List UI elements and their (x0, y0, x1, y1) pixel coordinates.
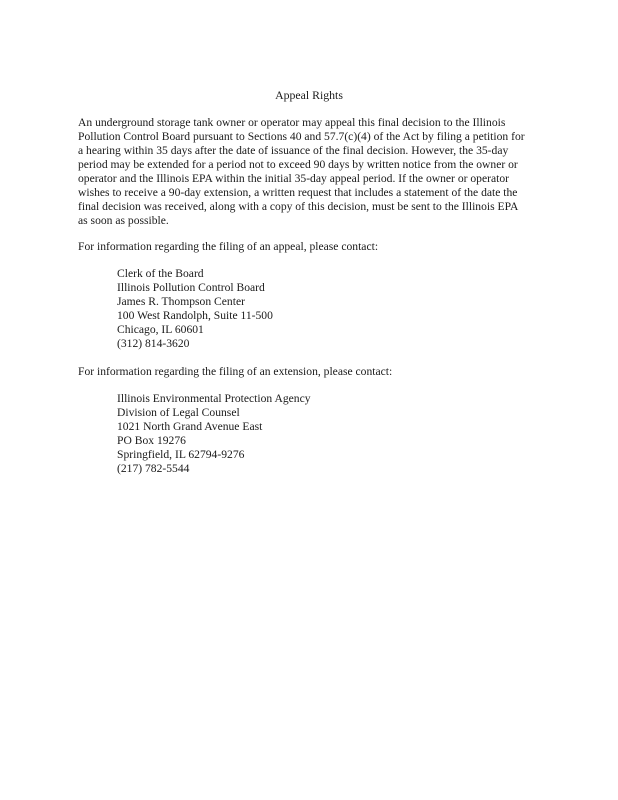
paragraph-line: operator and the Illinois EPA within the initial 35-day appeal period. If the owner or operator (78, 172, 510, 185)
paragraph-line: wishes to receive a 90-day extension, a written request that includes a statement of the date the (78, 186, 518, 199)
address-line: PO Box 19276 (117, 434, 186, 447)
address-line: Division of Legal Counsel (117, 406, 240, 419)
address-line: Chicago, IL 60601 (117, 323, 204, 336)
address-line: 1021 North Grand Avenue East (117, 420, 263, 433)
paragraph-line: as soon as possible. (78, 214, 169, 227)
phone-number: (312) 814-3620 (117, 337, 190, 350)
paragraph-line: final decision was received, along with a copy of this decision, must be sent to the Illinois EPA (78, 200, 519, 213)
address-line: Illinois Pollution Control Board (117, 281, 265, 294)
address-line: Clerk of the Board (117, 267, 204, 280)
paragraph-line: Pollution Control Board pursuant to Sections 40 and 57.7(c)(4) of the Act by filing a petition for (78, 130, 525, 143)
paragraph-line: a hearing within 35 days after the date of issuance of the final decision. However, the 35-day (78, 144, 509, 157)
address-line: 100 West Randolph, Suite 11-500 (117, 309, 273, 322)
extension-contact-intro: For information regarding the filing of an extension, please contact: (78, 365, 393, 378)
phone-number: (217) 782-5544 (117, 462, 190, 475)
extension-contact-address (117, 392, 517, 476)
address-line: Springfield, IL 62794-9276 (117, 448, 245, 461)
paragraph-line: period may be extended for a period not to exceed 90 days by written notice from the owner or (78, 158, 518, 171)
address-line: James R. Thompson Center (117, 295, 245, 308)
appeal-contact-intro: For information regarding the filing of an appeal, please contact: (78, 240, 379, 253)
paragraph-line: An underground storage tank owner or operator may appeal this final decision to the Illinois (78, 116, 506, 129)
appeal-rights-paragraph (78, 116, 548, 228)
page-title: Appeal Rights (275, 88, 343, 102)
address-line: Illinois Environmental Protection Agency (117, 392, 311, 405)
appeal-contact-address (117, 267, 517, 351)
